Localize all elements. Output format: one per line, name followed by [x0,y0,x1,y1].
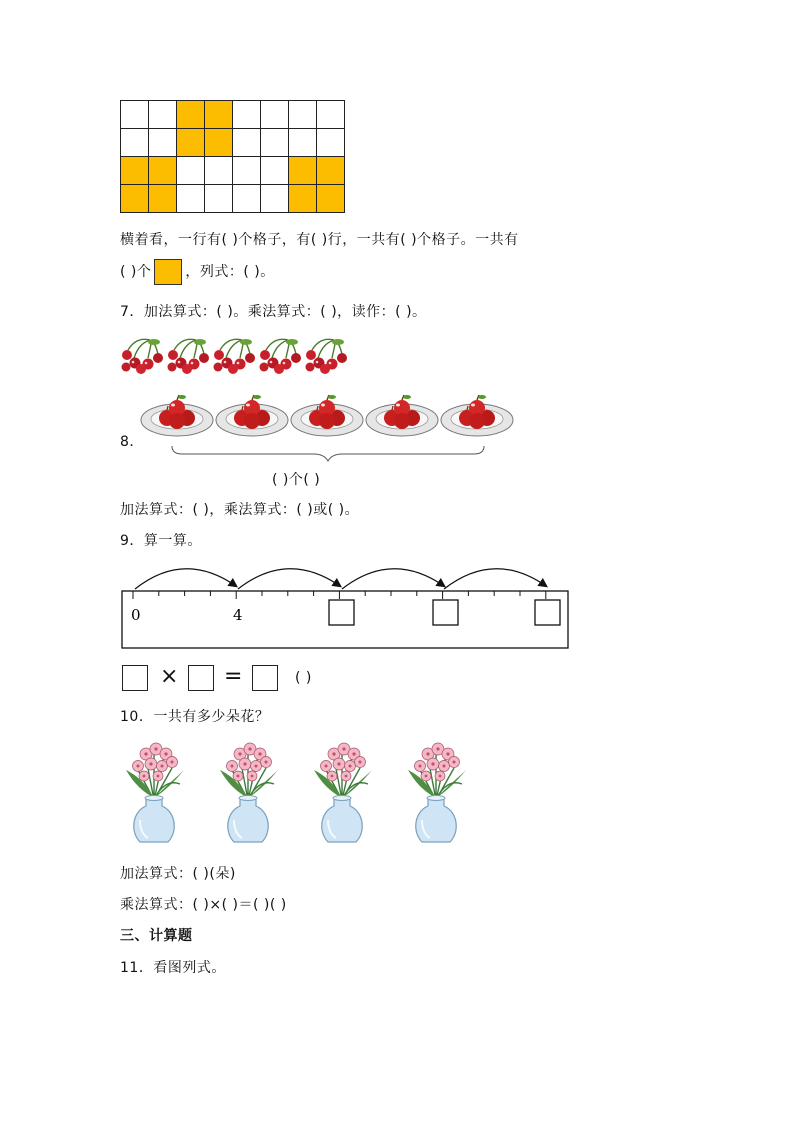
grid-cell [233,185,261,213]
q8-answer-line: 加法算式：( )，乘法算式：( )或( )。 [120,502,360,518]
apple-plate-icon [216,395,288,436]
ruler-label-4: 4 [233,606,243,624]
grid-cell [177,185,205,213]
section-title: 三、计算题 [120,928,193,944]
grid-cell [317,129,345,157]
flower-vase-icon [314,743,372,842]
flower-vase-icon [408,743,466,842]
grid-cell [149,129,177,157]
q10-addition-line: 加法算式：( )(朵) [120,866,236,882]
q6-line1: 横着看，一行有( )个格子，有( )行，一共有( )个格子。一共有 [120,232,519,248]
yellow-square-icon [154,259,182,285]
grid-cell [289,157,317,185]
cherry-row [118,334,358,380]
colored-grid [120,100,345,213]
apple-plate-icon [291,395,363,436]
ruler-answer-box-2[interactable] [433,600,458,625]
equation-box-3[interactable] [252,665,278,691]
grid-cell [233,157,261,185]
grid-cell [149,185,177,213]
grid-cell [121,185,149,213]
ruler-answer-box-3[interactable] [535,600,560,625]
grid-cell [233,129,261,157]
ruler-label-0: 0 [131,606,141,624]
q9-title: 9．算一算。 [120,533,202,549]
equals-sign: = [224,664,243,689]
flower-vase-icon [220,743,278,842]
grid-cell [149,157,177,185]
apple-plates [138,390,518,462]
grid-cell [121,157,149,185]
cherry-icon [306,339,348,374]
grid-cell [121,101,149,129]
jump-arrow-2 [238,569,340,589]
jump-arrow-3 [342,569,444,589]
cherry-icon [214,339,256,374]
q6-line2 [120,258,275,286]
flower-vase-icon [126,743,184,842]
grid-cell [233,101,261,129]
q10-title: 10．一共有多少朵花？ [120,709,270,725]
grid-cell [205,129,233,157]
q6-line2-suffix: ，列式：( )。 [185,264,275,280]
grid-cell [317,101,345,129]
apple-plate-icon [441,395,513,436]
grid-cell [317,185,345,213]
number-line [120,556,572,652]
flower-vases [124,738,484,846]
grid-cell [261,157,289,185]
q8-number: 8． [120,434,144,450]
jump-arrow-4 [444,569,546,589]
grid-cell [205,185,233,213]
cherry-icon [168,339,210,374]
cherry-icon [122,339,164,374]
apple-plate-icon [141,395,213,436]
curly-brace [172,446,484,461]
q11-title: 11．看图列式。 [120,960,226,976]
grid-cell [205,101,233,129]
q10-multiplication-line: 乘法算式：( )×( )＝( )( ) [120,897,287,913]
grid-cell [261,185,289,213]
grid-cell [121,129,149,157]
grid-cell [177,101,205,129]
q8-brace-label: ( )个( ) [272,472,321,488]
equation-box-2[interactable] [188,665,214,691]
jump-arrows [135,569,546,589]
grid-cell [177,129,205,157]
equation-unit-blank: ( ) [295,670,312,686]
grid-cell [289,101,317,129]
q7-question: 7．加法算式：( )。乘法算式：( )，读作：( )。 [120,304,427,320]
grid-cell [177,157,205,185]
grid-cell [205,157,233,185]
q6-line2-prefix: ( )个 [120,264,152,280]
grid-cell [289,129,317,157]
grid-cell [289,185,317,213]
grid-cell [149,101,177,129]
apple-plate-icon [366,395,438,436]
ruler-answer-box-1[interactable] [329,600,354,625]
grid-cell [261,129,289,157]
times-sign: × [160,664,179,689]
grid-cell [261,101,289,129]
jump-arrow-1 [135,569,236,589]
cherry-icon [260,339,302,374]
equation-box-1[interactable] [122,665,148,691]
grid-cell [317,157,345,185]
